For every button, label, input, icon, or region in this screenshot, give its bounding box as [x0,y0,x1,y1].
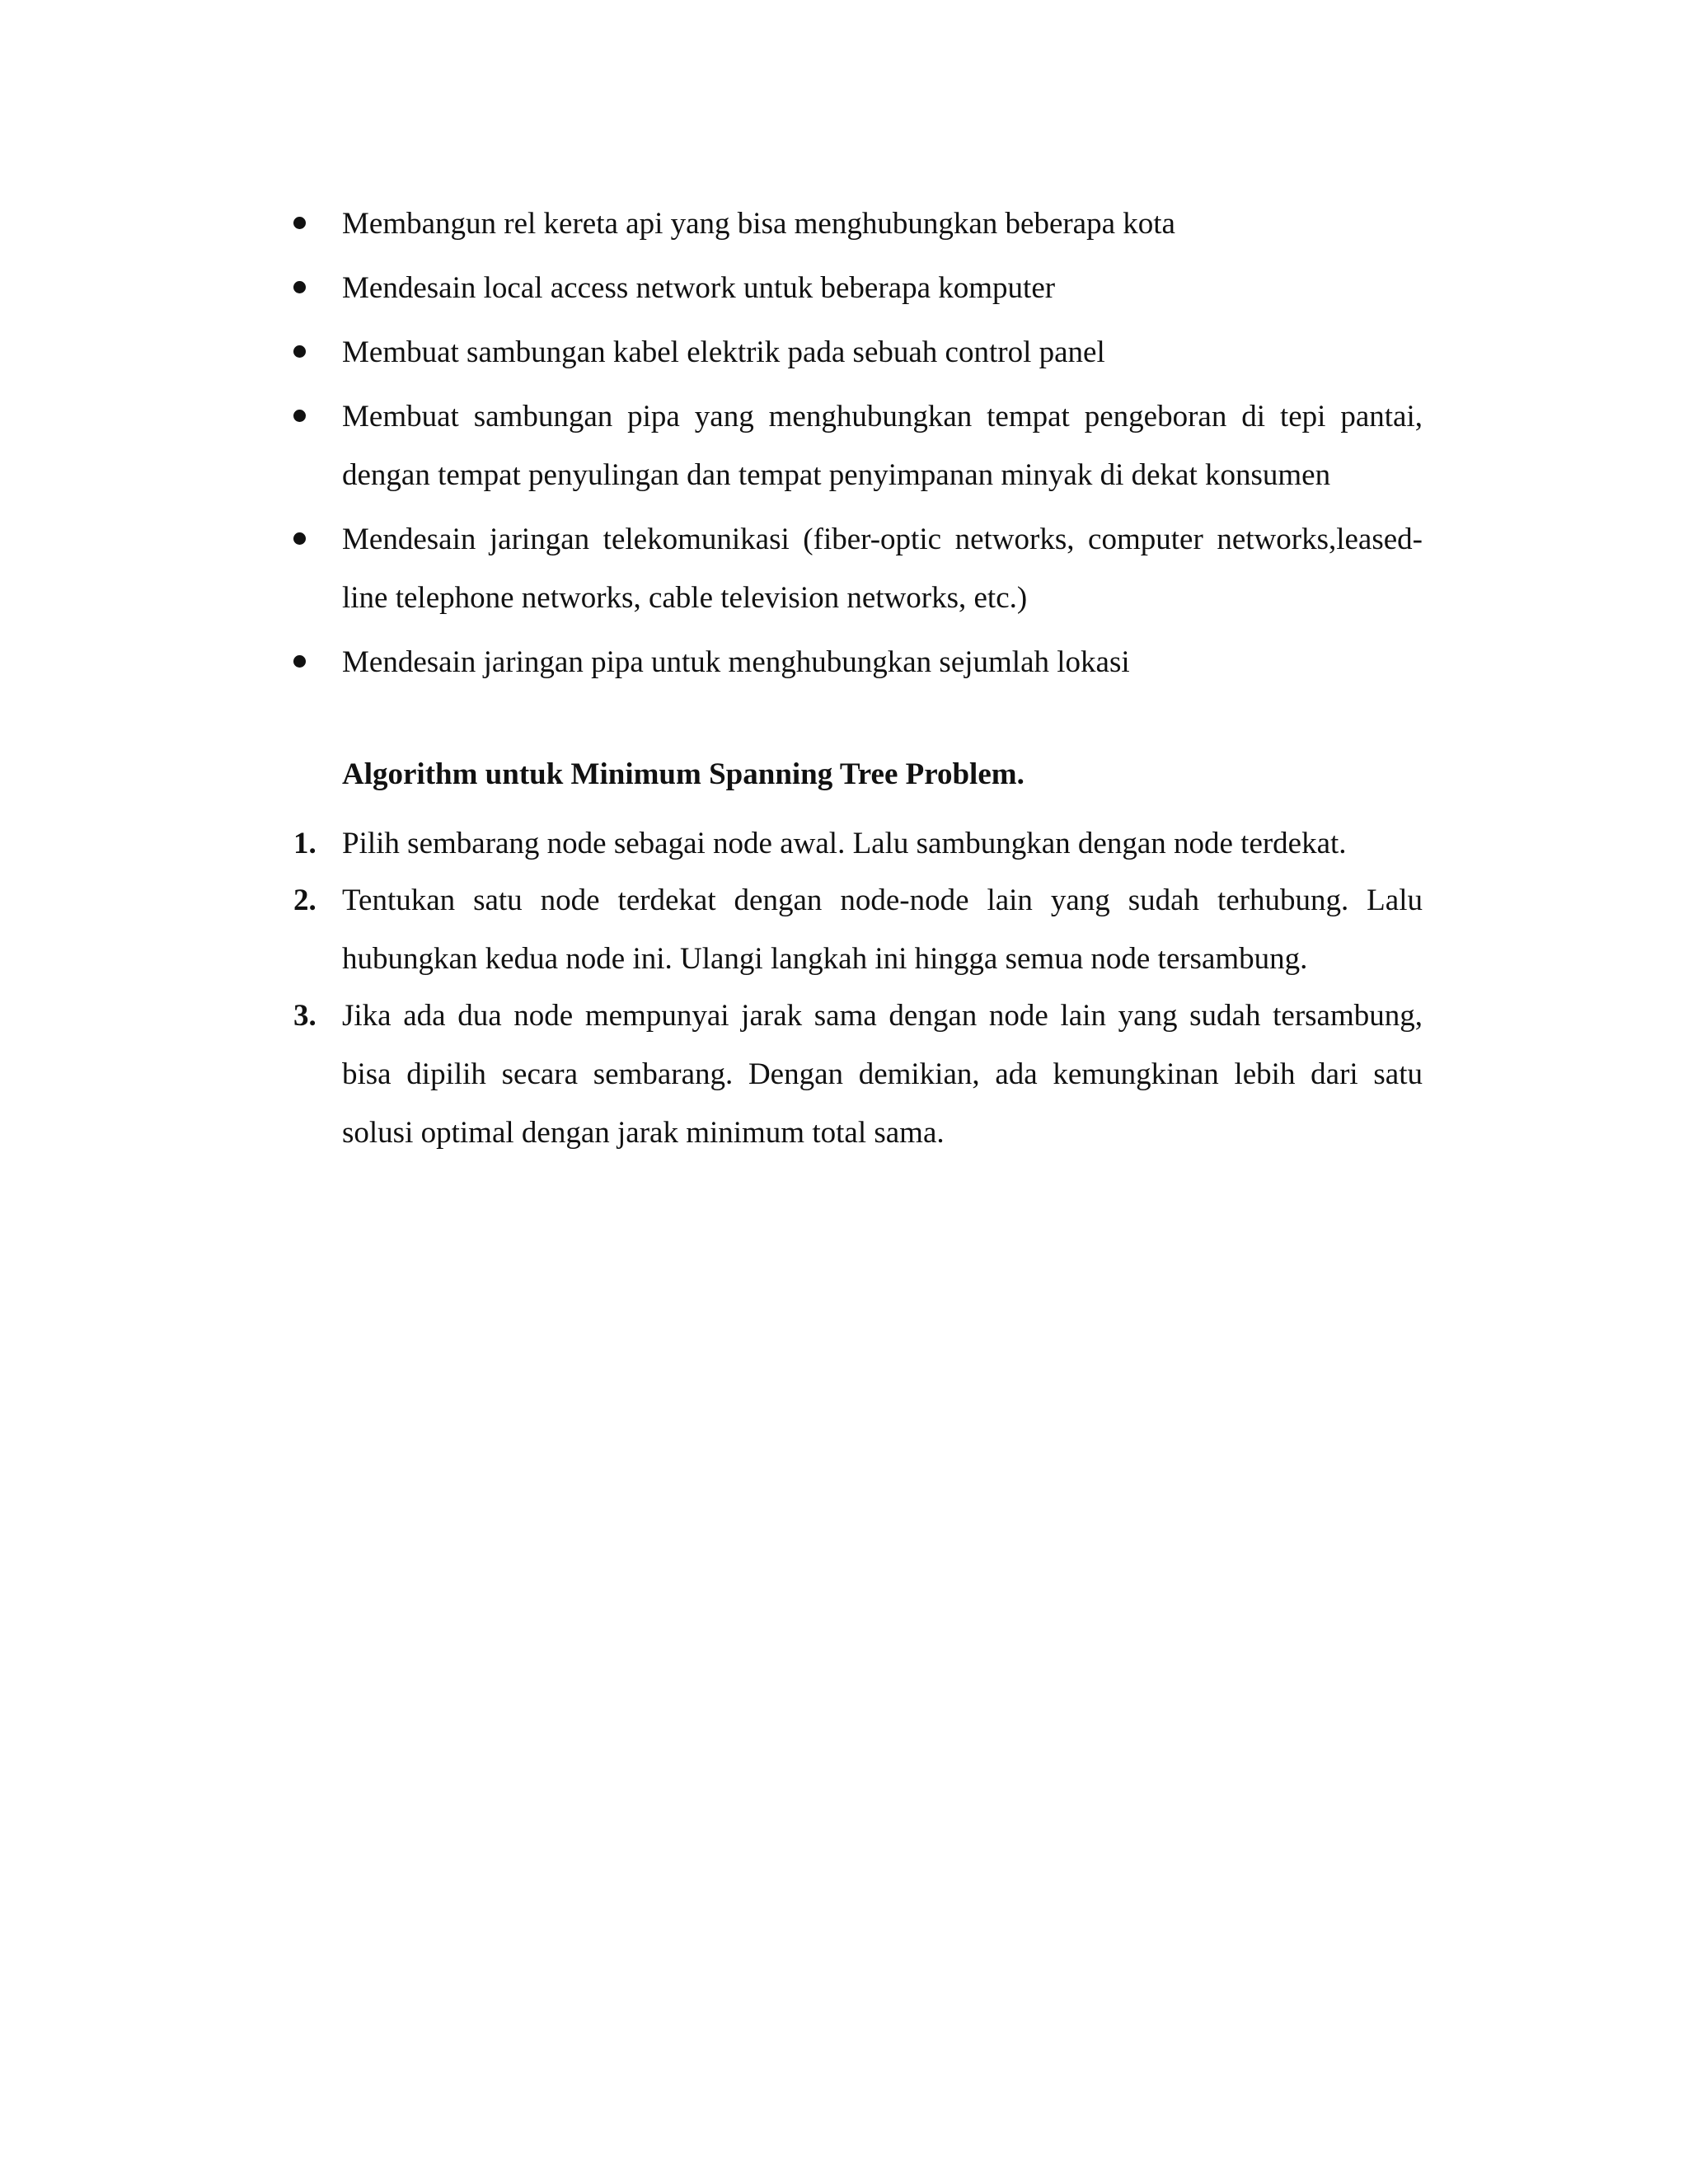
bullet-dot-icon [293,345,306,358]
bullet-text: Mendesain jaringan telekomunikasi (fiber-optic networks, computer networks,leased-line telephone networks, cable television networks, etc.) [342,523,1423,615]
step-item-2 [290,871,1423,988]
bullet-dot-icon [293,281,306,293]
bullet-item-2 [290,259,1423,317]
bullet-dot-icon [293,532,306,545]
step-item-3 [290,987,1423,1162]
step-text: Tentukan satu node terdekat dengan node-node lain yang sudah terhubung. Lalu hubungkan kedua node ini. Ulangi langkah ini hingga semua node tersambung. [342,883,1423,976]
bullet-text: Membuat sambungan pipa yang menghubungkan tempat pengeboran di tepi pantai, dengan tempat penyulingan dan tempat penyimpanan minyak di dekat konsumen [342,400,1423,492]
bullet-text: Membangun rel kereta api yang bisa menghubungkan beberapa kota [342,207,1175,241]
application-bullet-list [290,194,1423,691]
bullet-text: Mendesain local access network untuk beberapa komputer [342,271,1056,305]
step-number: 1. [293,827,316,860]
step-text: Jika ada dua node mempunyai jarak sama dengan node lain yang sudah tersambung, bisa dipilih secara sembarang. Dengan demikian, ada kemungkinan lebih dari satu solusi optimal dengan jarak minimum total sama. [342,999,1423,1150]
bullet-item-5 [290,510,1423,627]
page-content [290,194,1423,1160]
bullet-item-4 [290,387,1423,504]
bullet-dot-icon [293,217,306,229]
step-text: Pilih sembarang node sebagai node awal. Lalu sambungkan dengan node terdekat. [342,827,1347,860]
step-item-1 [290,814,1423,873]
bullet-item-6 [290,633,1423,691]
bullet-item-1 [290,194,1423,253]
section-heading: Algorithm untuk Minimum Spanning Tree Problem. [342,757,1025,791]
bullet-dot-icon [293,410,306,422]
bullet-text: Membuat sambungan kabel elektrik pada sebuah control panel [342,335,1105,369]
step-number: 2. [293,883,316,917]
bullet-dot-icon [293,655,306,668]
step-number: 3. [293,999,316,1033]
algorithm-steps-list [290,814,1423,1162]
bullet-text: Mendesain jaringan pipa untuk menghubungkan sejumlah lokasi [342,645,1130,679]
bullet-item-3 [290,323,1423,382]
